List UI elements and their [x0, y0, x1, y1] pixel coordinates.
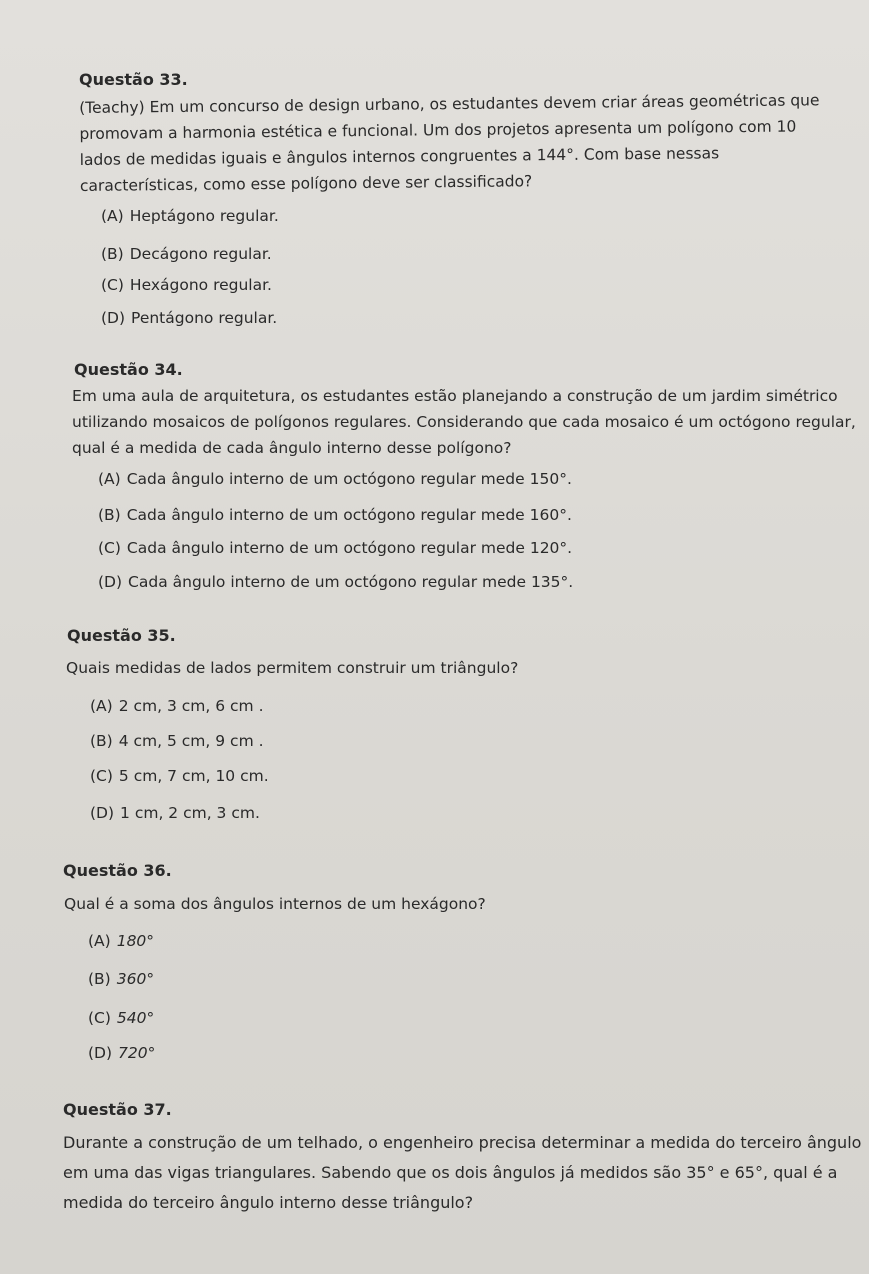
- question-title: Questão 35.: [67, 626, 176, 645]
- option-text: 1 cm, 2 cm, 3 cm.: [120, 804, 260, 822]
- option-d: [88, 1044, 155, 1062]
- option-letter: (C): [98, 539, 121, 557]
- option-b: [98, 506, 572, 524]
- question-title: Questão 37.: [63, 1100, 172, 1119]
- option-a: [88, 932, 154, 950]
- option-letter: (C): [90, 767, 113, 785]
- option-letter: (B): [88, 970, 111, 988]
- option-text: Heptágono regular.: [129, 207, 279, 225]
- option-text: Cada ângulo interno de um octógono regular mede 160°.: [126, 506, 572, 524]
- option-d: [98, 573, 573, 591]
- option-letter: (A): [90, 697, 113, 715]
- option-d: [101, 309, 277, 327]
- option-c: [101, 276, 272, 294]
- option-text: Pentágono regular.: [131, 309, 278, 327]
- question-stem: Durante a construção de um telhado, o engenheiro precisa determinar a medida do terceiro ângulo em uma das vigas triangulares. Sabendo que os dois ângulos já medidos são 35° e 65°, qual é a medida do terceiro ângulo interno desse triângulo?: [63, 1133, 862, 1212]
- option-letter: (A): [88, 932, 111, 950]
- option-letter: (B): [90, 732, 113, 750]
- option-text: 180°: [116, 932, 155, 950]
- option-letter: (D): [88, 1044, 113, 1062]
- option-text: 360°: [116, 970, 155, 988]
- option-letter: (B): [101, 245, 124, 263]
- option-text: Decágono regular.: [129, 245, 272, 263]
- option-letter: (C): [88, 1009, 111, 1027]
- option-c: [90, 767, 269, 785]
- option-letter: (A): [101, 207, 124, 225]
- option-text: 540°: [116, 1009, 155, 1027]
- option-letter: (B): [98, 506, 121, 524]
- question-title: Questão 34.: [74, 360, 183, 379]
- option-c: [98, 539, 572, 557]
- option-a: [101, 207, 279, 225]
- option-letter: (A): [98, 470, 121, 488]
- question-stem: Quais medidas de lados permitem construir um triângulo?: [66, 659, 519, 677]
- option-d: [90, 804, 260, 822]
- option-b: [88, 970, 154, 988]
- question-stem: Em uma aula de arquitetura, os estudantes estão planejando a construção de um jardim simétrico utilizando mosaicos de polígonos regulares. Considerando que cada mosaico é um octógono regular, qual é a medida de cada ângulo interno desse polígono?: [72, 387, 856, 457]
- option-text: Cada ângulo interno de um octógono regular mede 135°.: [128, 573, 574, 591]
- option-text: Cada ângulo interno de um octógono regular mede 120°.: [126, 539, 573, 557]
- option-letter: (D): [90, 804, 115, 822]
- question-title: Questão 33.: [79, 70, 188, 89]
- option-text: Hexágono regular.: [129, 276, 272, 294]
- option-b: [101, 245, 272, 263]
- question-stem: Qual é a soma dos ângulos internos de um hexágono?: [64, 895, 486, 913]
- option-text: 5 cm, 7 cm, 10 cm.: [118, 767, 269, 785]
- option-a: [90, 697, 264, 715]
- option-text: 4 cm, 5 cm, 9 cm .: [118, 732, 264, 750]
- option-text: 2 cm, 3 cm, 6 cm .: [118, 697, 264, 715]
- question-title: Questão 36.: [63, 861, 172, 880]
- option-text: 720°: [118, 1044, 156, 1062]
- option-letter: (D): [101, 309, 126, 327]
- option-text: Cada ângulo interno de um octógono regular mede 150°.: [126, 470, 572, 488]
- option-letter: (C): [101, 276, 124, 294]
- option-b: [90, 732, 264, 750]
- question-stem: (Teachy) Em um concurso de design urbano, os estudantes devem criar áreas geométricas que promovam a harmonia estética e funcional. Um dos projetos apresenta um polígono com 10 lados de medidas iguais e ângulos internos congruentes a 144°. Com base nessas características, como esse polígono deve ser classificado?: [79, 91, 820, 195]
- option-a: [98, 470, 572, 488]
- option-c: [88, 1009, 154, 1027]
- option-letter: (D): [98, 573, 123, 591]
